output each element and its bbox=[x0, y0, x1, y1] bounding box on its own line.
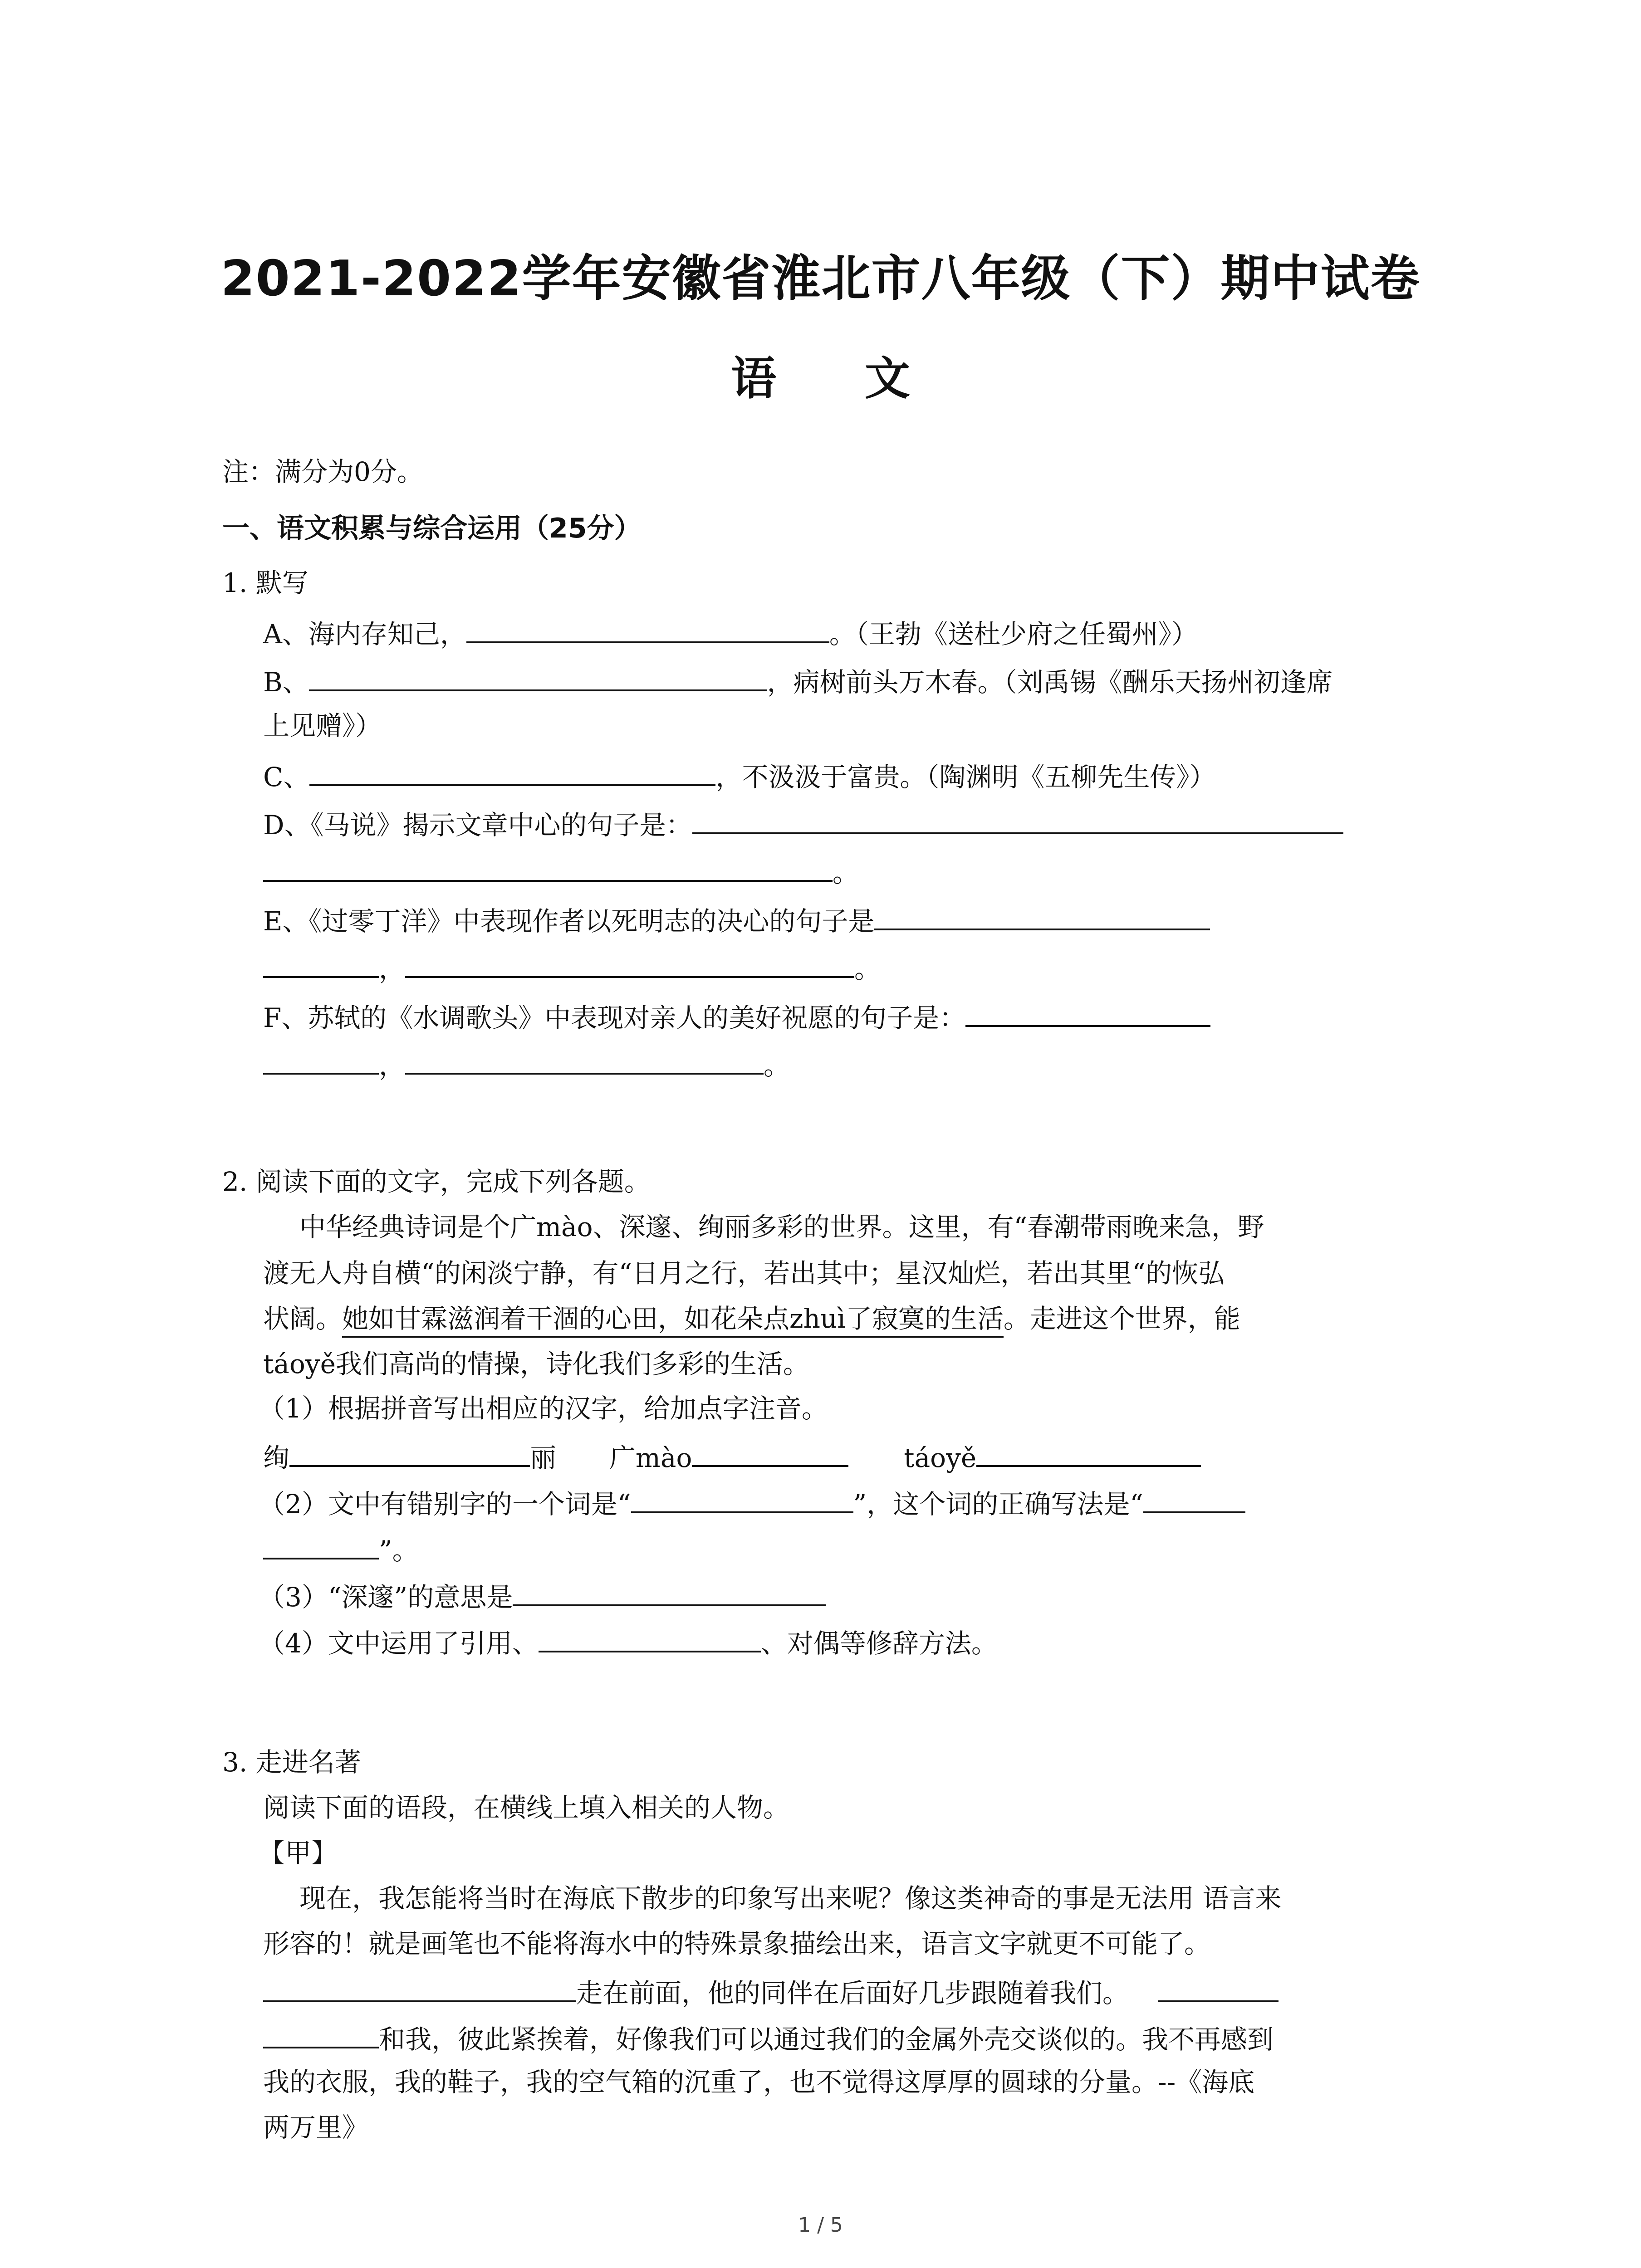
q1-item-d-line2 bbox=[263, 852, 859, 891]
q2-sub2-b: ”，这个词的正确写法是“ bbox=[853, 1489, 1143, 1520]
q1-c-prefix: C、 bbox=[263, 762, 310, 792]
q2-sub4 bbox=[259, 1623, 998, 1662]
exam-title: 2021-2022学年安徽省淮北市八年级（下）期中试卷 bbox=[220, 250, 1421, 307]
subject-title: 语 文 bbox=[731, 352, 946, 405]
q3-passage-line: 我的衣服，我的鞋子，我的空气箱的沉重了，也不觉得这厚厚的圆球的分量。--《海底 bbox=[263, 2067, 1255, 2097]
q2-word1-blank[interactable] bbox=[289, 1437, 530, 1467]
q1-f-period: 。 bbox=[764, 1050, 790, 1081]
q1-item-e bbox=[263, 900, 1210, 939]
q1-f-blank-3[interactable] bbox=[405, 1045, 764, 1075]
q2-word3: táoyě bbox=[904, 1442, 977, 1473]
q2-sub2-blank-2[interactable] bbox=[1143, 1483, 1245, 1513]
q3-passage-line bbox=[263, 1972, 1279, 2011]
q3-p4: 和我，彼此紧挨着，好像我们可以通过我们的金属外壳交谈似的。我不再感到 bbox=[379, 2024, 1274, 2055]
q1-f-blank-2[interactable] bbox=[263, 1045, 379, 1075]
q3-passage-line: 形容的！就是画笔也不能将海水中的特殊景象描绘出来，语言文字就更不可能了。 bbox=[263, 1928, 1211, 1959]
q2-p3-end: 。走进这个世界，能 bbox=[1003, 1303, 1240, 1334]
score-note: 注：满分为0分。 bbox=[222, 456, 423, 487]
q1-item-a bbox=[263, 613, 1198, 652]
q2-word1-a: 绚 bbox=[263, 1442, 290, 1473]
q1-item-b bbox=[263, 661, 1333, 700]
q2-word2-blank[interactable] bbox=[692, 1437, 848, 1467]
q1-b-blank[interactable] bbox=[309, 661, 767, 691]
q2-sub4-blank[interactable] bbox=[539, 1623, 761, 1652]
q2-word3-blank[interactable] bbox=[976, 1437, 1201, 1467]
page-number: 1 / 5 bbox=[798, 2214, 843, 2237]
q1-e-blank-3[interactable] bbox=[405, 948, 854, 978]
q1-d-prefix: D、《马说》揭示文章中心的句子是： bbox=[263, 810, 692, 841]
q1-e-prefix: E、《过零丁洋》中表现作者以死明志的决心的句子是 bbox=[263, 906, 875, 937]
q1-b-suffix: ，病树前头万木春。（刘禹锡《酬乐天扬州初逢席 bbox=[767, 667, 1333, 698]
q3-instruction: 阅读下面的语段，在横线上填入相关的人物。 bbox=[263, 1792, 790, 1823]
q3-blank-1[interactable] bbox=[263, 1972, 576, 2002]
q2-label: 2. 阅读下面的文字，完成下列各题。 bbox=[222, 1166, 651, 1197]
q1-c-blank[interactable] bbox=[309, 756, 715, 786]
q1-d-blank-1[interactable] bbox=[692, 804, 1343, 834]
q1-a-suffix: 。（王勃《送杜少府之任蜀州》） bbox=[829, 619, 1198, 650]
q2-underlined-sentence: 她如甘霖滋润着干涸的心田，如花朵点zhuì了寂寞的生活 bbox=[342, 1303, 1004, 1338]
q2-passage-line: 中华经典诗词是个广mào、深邃、绚丽多彩的世界。这里，有“春潮带雨晚来急，野 bbox=[299, 1212, 1264, 1242]
q2-sub3 bbox=[259, 1576, 826, 1615]
q3-blank-3[interactable] bbox=[263, 2019, 379, 2048]
q3-passage-line: 现在，我怎能将当时在海底下散步的印象写出来呢？像这类神奇的事是无法用 语言来 bbox=[299, 1883, 1282, 1914]
q1-item-c bbox=[263, 756, 1215, 795]
q2-sub2-a: （2）文中有错别字的一个词是“ bbox=[259, 1489, 631, 1520]
q2-sub2-c: ”。 bbox=[379, 1535, 419, 1566]
q2-word2: 广mào bbox=[609, 1442, 692, 1473]
q2-sub1-answers bbox=[263, 1437, 1201, 1476]
q2-sub1: （1）根据拼音写出相应的汉字，给加点字注音。 bbox=[259, 1393, 828, 1424]
q1-d-blank-2[interactable] bbox=[263, 852, 833, 882]
q2-passage-line: 渡无人舟自横“的闲淡宁静，有“日月之行，若出其中；星汉灿烂，若出其里“的恢弘 bbox=[263, 1258, 1225, 1289]
q2-sub2 bbox=[259, 1483, 1245, 1522]
q2-passage-line bbox=[263, 1300, 1240, 1337]
q2-sub2-blank-1[interactable] bbox=[631, 1483, 853, 1513]
q2-passage-line: táoyě我们高尚的情操，诗化我们多彩的生活。 bbox=[263, 1349, 809, 1379]
q2-sub4-b: 、对偶等修辞方法。 bbox=[760, 1628, 998, 1659]
q2-sub4-a: （4）文中运用了引用、 bbox=[259, 1628, 539, 1659]
q2-word1-b: 丽 bbox=[530, 1442, 557, 1473]
q3-label: 3. 走进名著 bbox=[222, 1747, 361, 1778]
q2-sub3-blank[interactable] bbox=[513, 1576, 826, 1606]
q2-sub2-blank-3[interactable] bbox=[263, 1530, 379, 1559]
q1-c-suffix: ，不汲汲于富贵。（陶渊明《五柳先生传》） bbox=[715, 762, 1216, 792]
q3-passage-line: 两万里》 bbox=[263, 2112, 369, 2143]
q3-p3: 走在前面，他的同伴在后面好几步跟随着我们。 bbox=[576, 1978, 1129, 2009]
q1-a-blank[interactable] bbox=[466, 613, 829, 643]
q1-f-comma: ， bbox=[379, 1050, 406, 1081]
q1-item-d bbox=[263, 804, 1343, 843]
q1-e-comma: ， bbox=[379, 953, 406, 984]
q2-sub3-text: （3）“深邃”的意思是 bbox=[259, 1582, 513, 1613]
q1-f-prefix: F、苏轼的《水调歌头》中表现对亲人的美好祝愿的句子是： bbox=[263, 1002, 966, 1033]
q1-e-blank-1[interactable] bbox=[874, 900, 1210, 930]
q3-blank-2[interactable] bbox=[1158, 1972, 1279, 2002]
q3-passage-line bbox=[263, 2019, 1274, 2058]
q3-section-jia: 【甲】 bbox=[259, 1838, 338, 1868]
q1-e-blank-2[interactable] bbox=[263, 948, 379, 978]
q2-p3-start: 状阔。 bbox=[263, 1303, 343, 1334]
q1-item-f bbox=[263, 997, 1210, 1036]
q1-item-e-line2 bbox=[263, 948, 881, 987]
q2-sub2-line2 bbox=[263, 1530, 419, 1569]
q1-label: 1. 默写 bbox=[222, 567, 309, 598]
q1-b-prefix: B、 bbox=[263, 667, 309, 698]
q1-a-prefix: A、海内存知己， bbox=[263, 619, 466, 650]
q1-d-period: 。 bbox=[833, 857, 859, 888]
q1-b-continuation: 上见赠》） bbox=[263, 710, 382, 741]
q1-f-blank-1[interactable] bbox=[965, 997, 1210, 1027]
q1-e-period: 。 bbox=[854, 953, 881, 984]
section-heading: 一、语文积累与综合运用（25分） bbox=[222, 513, 642, 544]
q1-item-f-line2 bbox=[263, 1045, 790, 1084]
